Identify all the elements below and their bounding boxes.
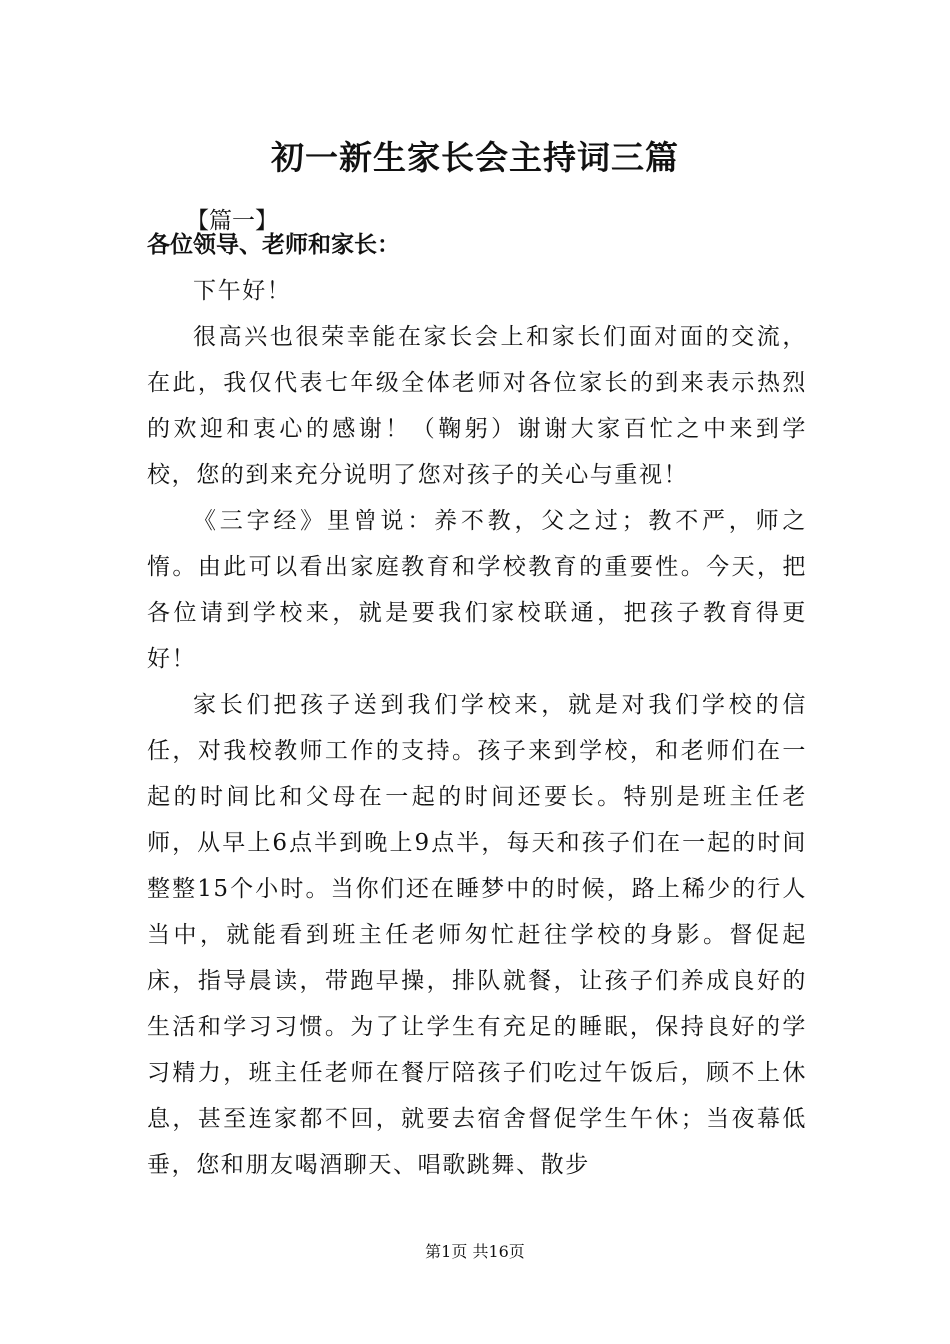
paragraph: 家长们把孩子送到我们学校来，就是对我们学校的信任，对我校教师工作的支持。孩子来到学校，和老师们在一起的时间比和父母在一起的时间还要长。特别是班主任老师，从早上6点半到晚上9点半，每天和孩子们在一起的时间整整15个小时。当你们还在睡梦中的时候，路上稀少的行人当中，就能看到班主任老师匆忙赶往学校的身影。督促起床，指导晨读，带跑早操，排队就餐，让孩子们养成良好的生活和学习习惯。为了让学生有充足的睡眠，保持良好的学习精力，班主任老师在餐厅陪孩子们吃过午饭后，顾不上休息，甚至连家都不回，就要去宿舍督促学生午休；当夜幕低垂，您和朋友喝酒聊天、唱歌跳舞、散步: [147, 692, 807, 1178]
paragraph: 很高兴也很荣幸能在家长会上和家长们面对面的交流，在此，我仅代表七年级全体老师对各位家长的到来表示热烈的欢迎和衷心的感谢！（鞠躬）谢谢大家百忙之中来到学校，您的到来充分说明了您对孩子的关心与重视！: [147, 324, 807, 488]
salutation: 各位领导、老师和家长：: [147, 231, 400, 258]
paragraph: 下午好！: [193, 278, 292, 304]
page-footer: 第1页 共16页: [425, 1242, 525, 1261]
body-text: [147, 268, 807, 1188]
document-title: 初一新生家长会主持词三篇: [271, 138, 679, 177]
paragraph: 《三字经》里曾说：养不教，父之过；教不严，师之惰。由此可以看出家庭教育和学校教育的重要性。今天，把各位请到学校来，就是要我们家校联通，把孩子教育得更好！: [147, 508, 807, 672]
section-label: 【篇一】: [186, 208, 278, 234]
